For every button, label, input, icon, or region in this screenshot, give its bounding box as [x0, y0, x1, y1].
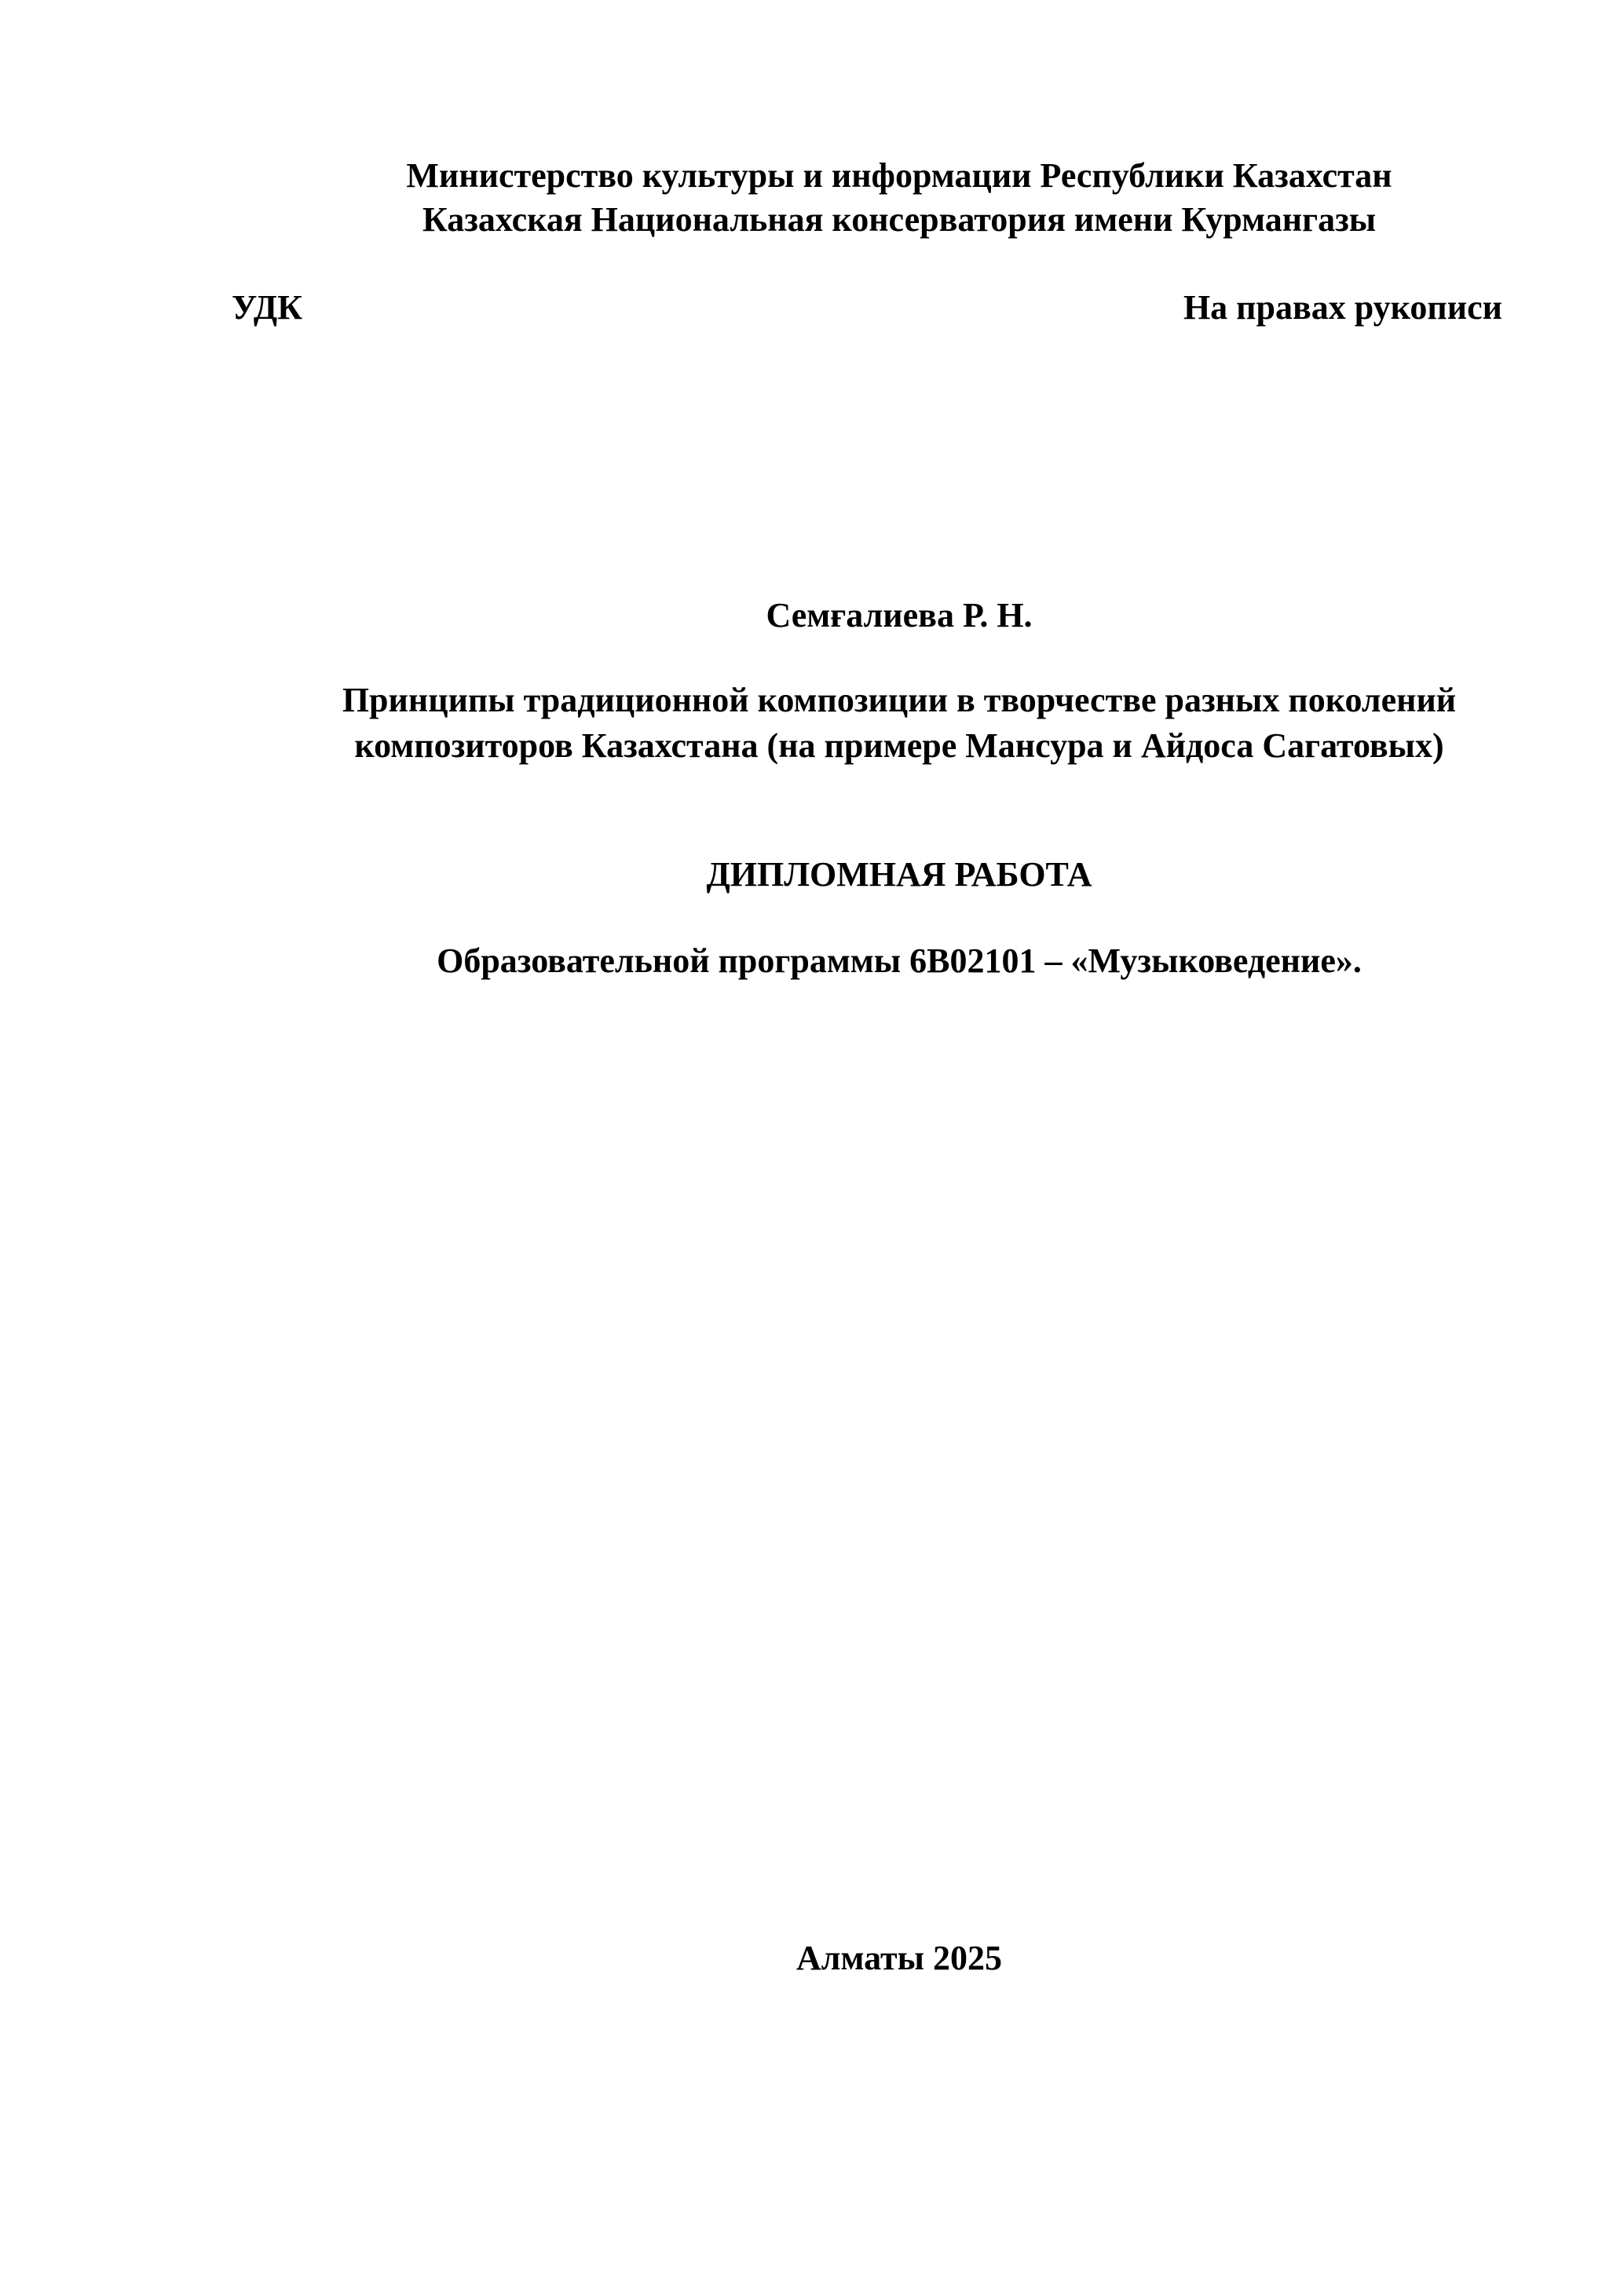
city-year: Алматы 2025: [796, 1939, 1002, 1977]
thesis-title-line-2: композиторов Казахстана (на примере Мансура и Айдоса Сагатовых): [354, 726, 1444, 765]
conservatory-heading: Казахская Национальная консерватория имени Курмангазы: [422, 200, 1377, 239]
work-type-heading: ДИПЛОМНАЯ РАБОТА: [706, 855, 1092, 894]
thesis-title-line-1: Принципы традиционной композиции в творчестве разных поколений: [342, 681, 1457, 719]
educational-program: Образовательной программы 6В02101 – «Музыковедение».: [437, 941, 1362, 980]
author-name: Семғалиева Р. Н.: [766, 596, 1033, 634]
manuscript-rights-label: На правах рукописи: [1183, 288, 1502, 327]
udk-label: УДК: [232, 288, 303, 327]
ministry-heading: Министерство культуры и информации Республики Казахстан: [406, 156, 1392, 195]
